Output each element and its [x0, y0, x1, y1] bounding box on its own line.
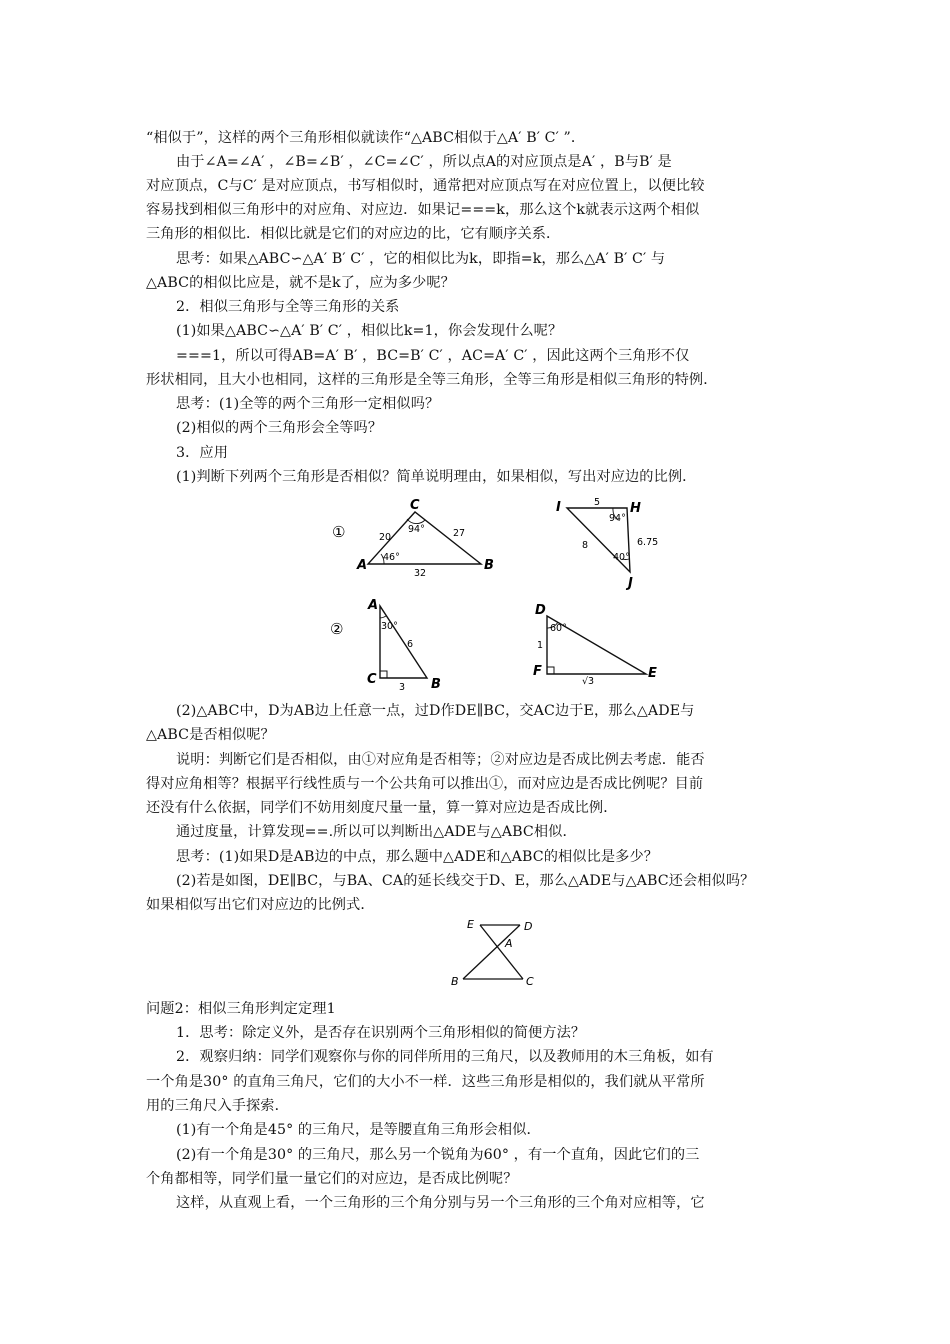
text-line: 由于∠A=∠A′ ，∠B=∠B′ ，∠C=∠C′ ，所以点A的对应顶点是A′ ，B与B′ 是 — [176, 154, 672, 170]
side-length: 8 — [582, 540, 589, 551]
vertex-label: I — [556, 500, 561, 515]
text-line: “相似于”，这样的两个三角形相似就读作“△ABC相似于△A′ B′ C′ ”． — [146, 130, 586, 146]
text-line: 形状相同，且大小也相同，这样的三角形是全等三角形，全等三角形是相似三角形的特例． — [146, 372, 718, 388]
side-length: 27 — [453, 528, 466, 539]
vertex-label: A — [357, 558, 368, 573]
vertex-label: A — [368, 598, 379, 613]
triangle-abc — [356, 498, 494, 579]
triangle-acb — [367, 598, 441, 693]
figure-marker: ① — [332, 523, 346, 541]
vertex-label: C — [367, 672, 377, 687]
vertex-label: H — [630, 501, 641, 516]
triangle-ihj — [556, 497, 658, 590]
text-line: ===1，所以可得AB=A′ B′ ，BC=B′ C′ ，AC=A′ C′ ，因此这两个三角形不仅 — [176, 348, 690, 364]
vertex-label: B — [484, 558, 494, 573]
text-line: 这样，从直观上看，一个三角形的三个角分别与另一个三角形的三个角对应相等，它 — [176, 1195, 705, 1211]
text-line: 得对应角相等？根据平行线性质与一个公共角可以推出①，而对应边是否成比例呢？目前 — [146, 776, 704, 792]
angle-label: 46° — [383, 552, 400, 563]
text-line: 容易找到相似三角形中的对应角、对应边．如果记===k，那么这个k就表示这两个相似 — [146, 202, 700, 218]
vertex-label: A — [505, 937, 513, 950]
text-line: 用的三角尺入手探索． — [146, 1098, 289, 1114]
angle-label: 94° — [408, 524, 425, 535]
text-line: 对应顶点，C与C′ 是对应顶点，书写相似时，通常把对应顶点写在对应位置上，以便比较 — [146, 178, 705, 194]
text-line: (2)若是如图，DE∥BC，与BA、CA的延长线交于D、E，那么△ADE与△ABC还会相似吗？ — [176, 873, 755, 889]
text-line: (2)有一个角是30° 的三角尺，那么另一个锐角为60° ，有一个直角，因此它们的三 — [176, 1147, 700, 1163]
side-length: 6 — [407, 639, 414, 650]
side-length: 6.75 — [637, 537, 659, 548]
side-length: 3 — [399, 682, 406, 693]
text-line: 说明：判断它们是否相似，由①对应角是否相等；②对应边是否成比例去考虑．能否 — [176, 752, 705, 768]
vertex-label: J — [628, 576, 633, 590]
figure-3 — [445, 914, 545, 990]
angle-label: 30° — [381, 621, 398, 632]
vertex-label: F — [533, 664, 542, 679]
side-length: 5 — [594, 497, 601, 508]
text-line: (1)判断下列两个三角形是否相似？简单说明理由，如果相似，写出对应边的比例． — [176, 469, 697, 485]
vertex-label: B — [451, 975, 459, 988]
angle-label: 40° — [613, 552, 630, 563]
text-line: 思考：如果△ABC∽△A′ B′ C′ ，它的相似比为k，即指=k，那么△A′ B′ C′ 与 — [176, 251, 666, 267]
angle-label: 94° — [609, 513, 626, 524]
text-line: 如果相似写出它们对应边的比例式． — [146, 897, 375, 913]
text-line: △ABC的相似比应是，就不是k了，应为多少呢？ — [146, 275, 455, 291]
section-heading: 问题2：相似三角形判定定理1 — [146, 1001, 336, 1017]
text-line: (1)有一个角是45° 的三角尺，是等腰直角三角形会相似． — [176, 1122, 541, 1138]
triangle-dfe — [533, 603, 657, 687]
figure-2 — [320, 594, 700, 696]
text-line: 2．观察归纳：同学们观察你与你的同伴所用的三角尺，以及教师用的木三角板，如有 — [176, 1049, 714, 1065]
vertex-label: D — [535, 603, 546, 618]
text-line: 个角都相等，同学们量一量它们的对应边，是否成比例呢？ — [146, 1171, 518, 1187]
vertex-label: C — [526, 975, 534, 988]
text-line: 1．思考：除定义外，是否存在识别两个三角形相似的简便方法？ — [176, 1025, 586, 1041]
text-line: 一个角是30° 的直角三角尺，它们的大小不一样．这些三角形是相似的，我们就从平常所 — [146, 1074, 705, 1090]
vertex-label: E — [467, 918, 474, 931]
text-line: 三角形的相似比．相似比就是它们的对应边的比，它有顺序关系． — [146, 226, 561, 242]
figure-1 — [320, 496, 670, 590]
section-heading: 3．应用 — [176, 445, 228, 461]
section-heading: 2．相似三角形与全等三角形的关系 — [176, 299, 400, 315]
text-line: 还没有什么依据，同学们不妨用刻度尺量一量，算一算对应边是否成比例． — [146, 800, 618, 816]
figure-marker: ② — [330, 620, 344, 638]
text-line: (2)相似的两个三角形会全等吗？ — [176, 420, 383, 436]
text-line: 思考：(1)如果D是AB边的中点，那么题中△ADE和△ABC的相似比是多少？ — [176, 849, 659, 865]
text-line: 思考：(1)全等的两个三角形一定相似吗？ — [176, 396, 440, 412]
side-length: 1 — [537, 640, 544, 651]
side-length: √3 — [582, 676, 595, 687]
side-length: 20 — [379, 532, 392, 543]
text-line: △ABC是否相似呢？ — [146, 727, 275, 743]
vertex-label: D — [524, 920, 533, 933]
vertex-label: B — [431, 677, 441, 692]
text-line: (2)△ABC中，D为AB边上任意一点，过D作DE∥BC，交AC边于E，那么△ADE与 — [176, 703, 695, 719]
text-line: 通过度量，计算发现==.所以可以判断出△ADE与△ABC相似． — [176, 824, 577, 840]
text-line: (1)如果△ABC∽△A′ B′ C′ ，相似比k=1，你会发现什么呢？ — [176, 323, 563, 339]
side-length: 32 — [414, 568, 427, 579]
angle-label: 60° — [550, 623, 567, 634]
vertex-label: E — [648, 666, 657, 681]
vertex-label: C — [410, 498, 420, 513]
